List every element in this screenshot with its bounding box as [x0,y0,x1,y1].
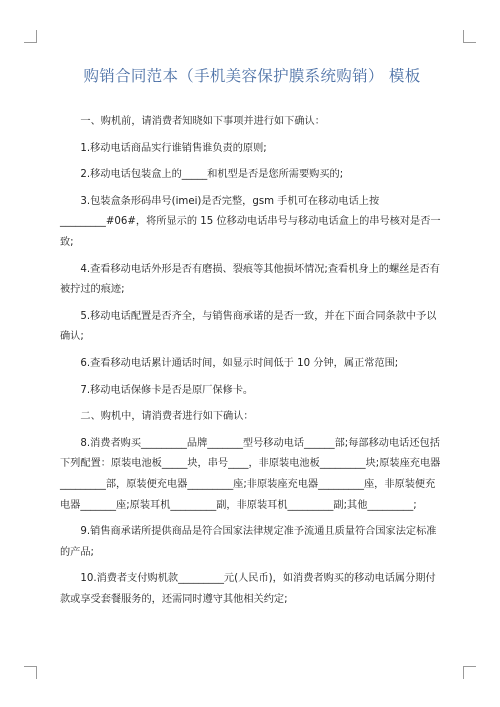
paragraph-4: 3.包装盒条形码串号(imei)是否完整，gsm 手机可在移动电话上按_________#06#，将所显示的 15 位移动电话串号与移动电话盒上的串号核对是否一致; [60,195,441,248]
paragraph-6: 5.移动电话配置是否齐全，与销售商承诺的是否一致，并在下面合同条款中予以确认; [60,310,437,343]
crop-mark-bottom-right [463,666,476,679]
paragraph-10: 8.消费者购买_________品牌_______型号移动电话______部;每部移动电话还包括下列配置：原装电池板_____块，串号____，非原装电池板_________块;原装座充电器_________部，原装便充电器_________座;非原装座充电器_________座，非原装便充电器_______座;原装耳机_________副，非原装耳机_________副;其他_________; [60,437,441,511]
crop-mark-bottom-left [24,666,37,679]
paragraph-12: 10.消费者支付购机款_________元(人民币)，如消费者购买的移动电话属分期付款或享受套餐服务的，还需同时遵守其他相关约定; [60,573,436,605]
paragraph-9: 二、购机中，请消费者进行如下确认： [80,411,254,423]
paragraph-8: 7.移动电话保修卡是否是原厂保修卡。 [80,384,254,396]
paragraph-1: 一、购机前，请消费者知晓如下事项并进行如下确认： [80,116,325,127]
paragraph-2: 1.移动电话商品实行谁销售谁负责的原则; [80,142,267,154]
crop-mark-top-left [24,30,37,43]
crop-mark-top-right [463,30,476,43]
paragraph-11: 9.销售商承诺所提供商品是符合国家法律规定准予流通且质量符合国家法定标准的产品; [60,526,437,558]
document-body [60,112,444,616]
paragraph-5: 4.查看移动电话外形是否有磨损、裂痕等其他损坏情况;查看机身上的螺丝是否有被拧过的痕迹; [60,263,440,296]
paragraph-7: 6.查看移动电话累计通话时间，如显示时间低于 10 分钟，属正常范围; [80,357,399,369]
paragraph-3: 2.移动电话包装盒上的_____和机型是否是您所需要购买的; [80,169,344,181]
document-title: 购销合同范本（手机美容保护膜系统购销） 模板 [83,67,421,85]
